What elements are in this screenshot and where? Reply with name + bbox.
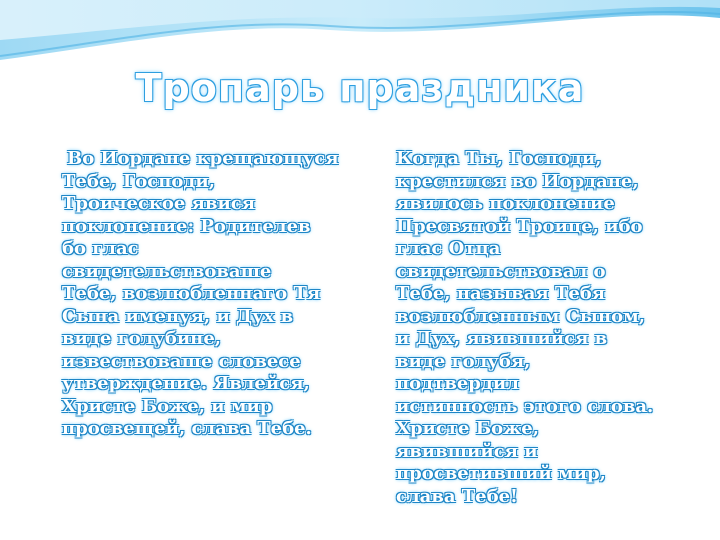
right-line: Когда Ты, Господи, [396,148,602,169]
right-line: истинность этого слова. [396,395,654,417]
left-column-church-slavonic [62,148,362,441]
left-line: Сына именуя, и Дух в [62,305,294,327]
right-line: и Дух, явившийся в [396,328,608,349]
left-line: Тебе, возлюбленнаго Тя [62,283,321,304]
right-line: Тебе, называя Тебя [396,283,606,304]
right-line: явилось поклонение [396,193,615,214]
left-line: Тебе, Господи, [62,170,216,192]
left-line: свидетельствоваше [62,260,272,282]
right-line: Пресвятой Троице, ибо [396,215,643,237]
left-line: извествоваше словесе [62,350,301,372]
right-line: крестился во Иордане, [396,170,639,192]
right-line: глас Отца [396,238,501,259]
right-line: слава Тебе! [396,485,518,507]
left-line: утверждение. Явлейся, [62,373,310,394]
left-line: Троическое явися [62,193,256,214]
right-line: свидетельствовал о [396,260,606,282]
left-line: Во Иордане крещающуся [67,148,339,169]
left-line: просвещей, слава Тебе. [62,418,312,439]
left-line: виде голубине, [62,328,222,349]
right-line: Христе Боже, [396,418,540,439]
right-line: виде голубя, [396,350,531,372]
right-column-russian [396,148,706,508]
slide-title: Тропарь праздника [135,66,585,110]
left-line: поклонение: Родителев [62,215,311,237]
left-line: бо глас [62,238,139,259]
right-line: явившийся и [396,440,538,462]
right-line: подтвердил [396,373,519,394]
left-line: Христе Боже, и мир [62,395,273,417]
right-line: возлюбленным Сыном, [396,305,646,327]
right-line: просветивший мир, [396,463,606,484]
